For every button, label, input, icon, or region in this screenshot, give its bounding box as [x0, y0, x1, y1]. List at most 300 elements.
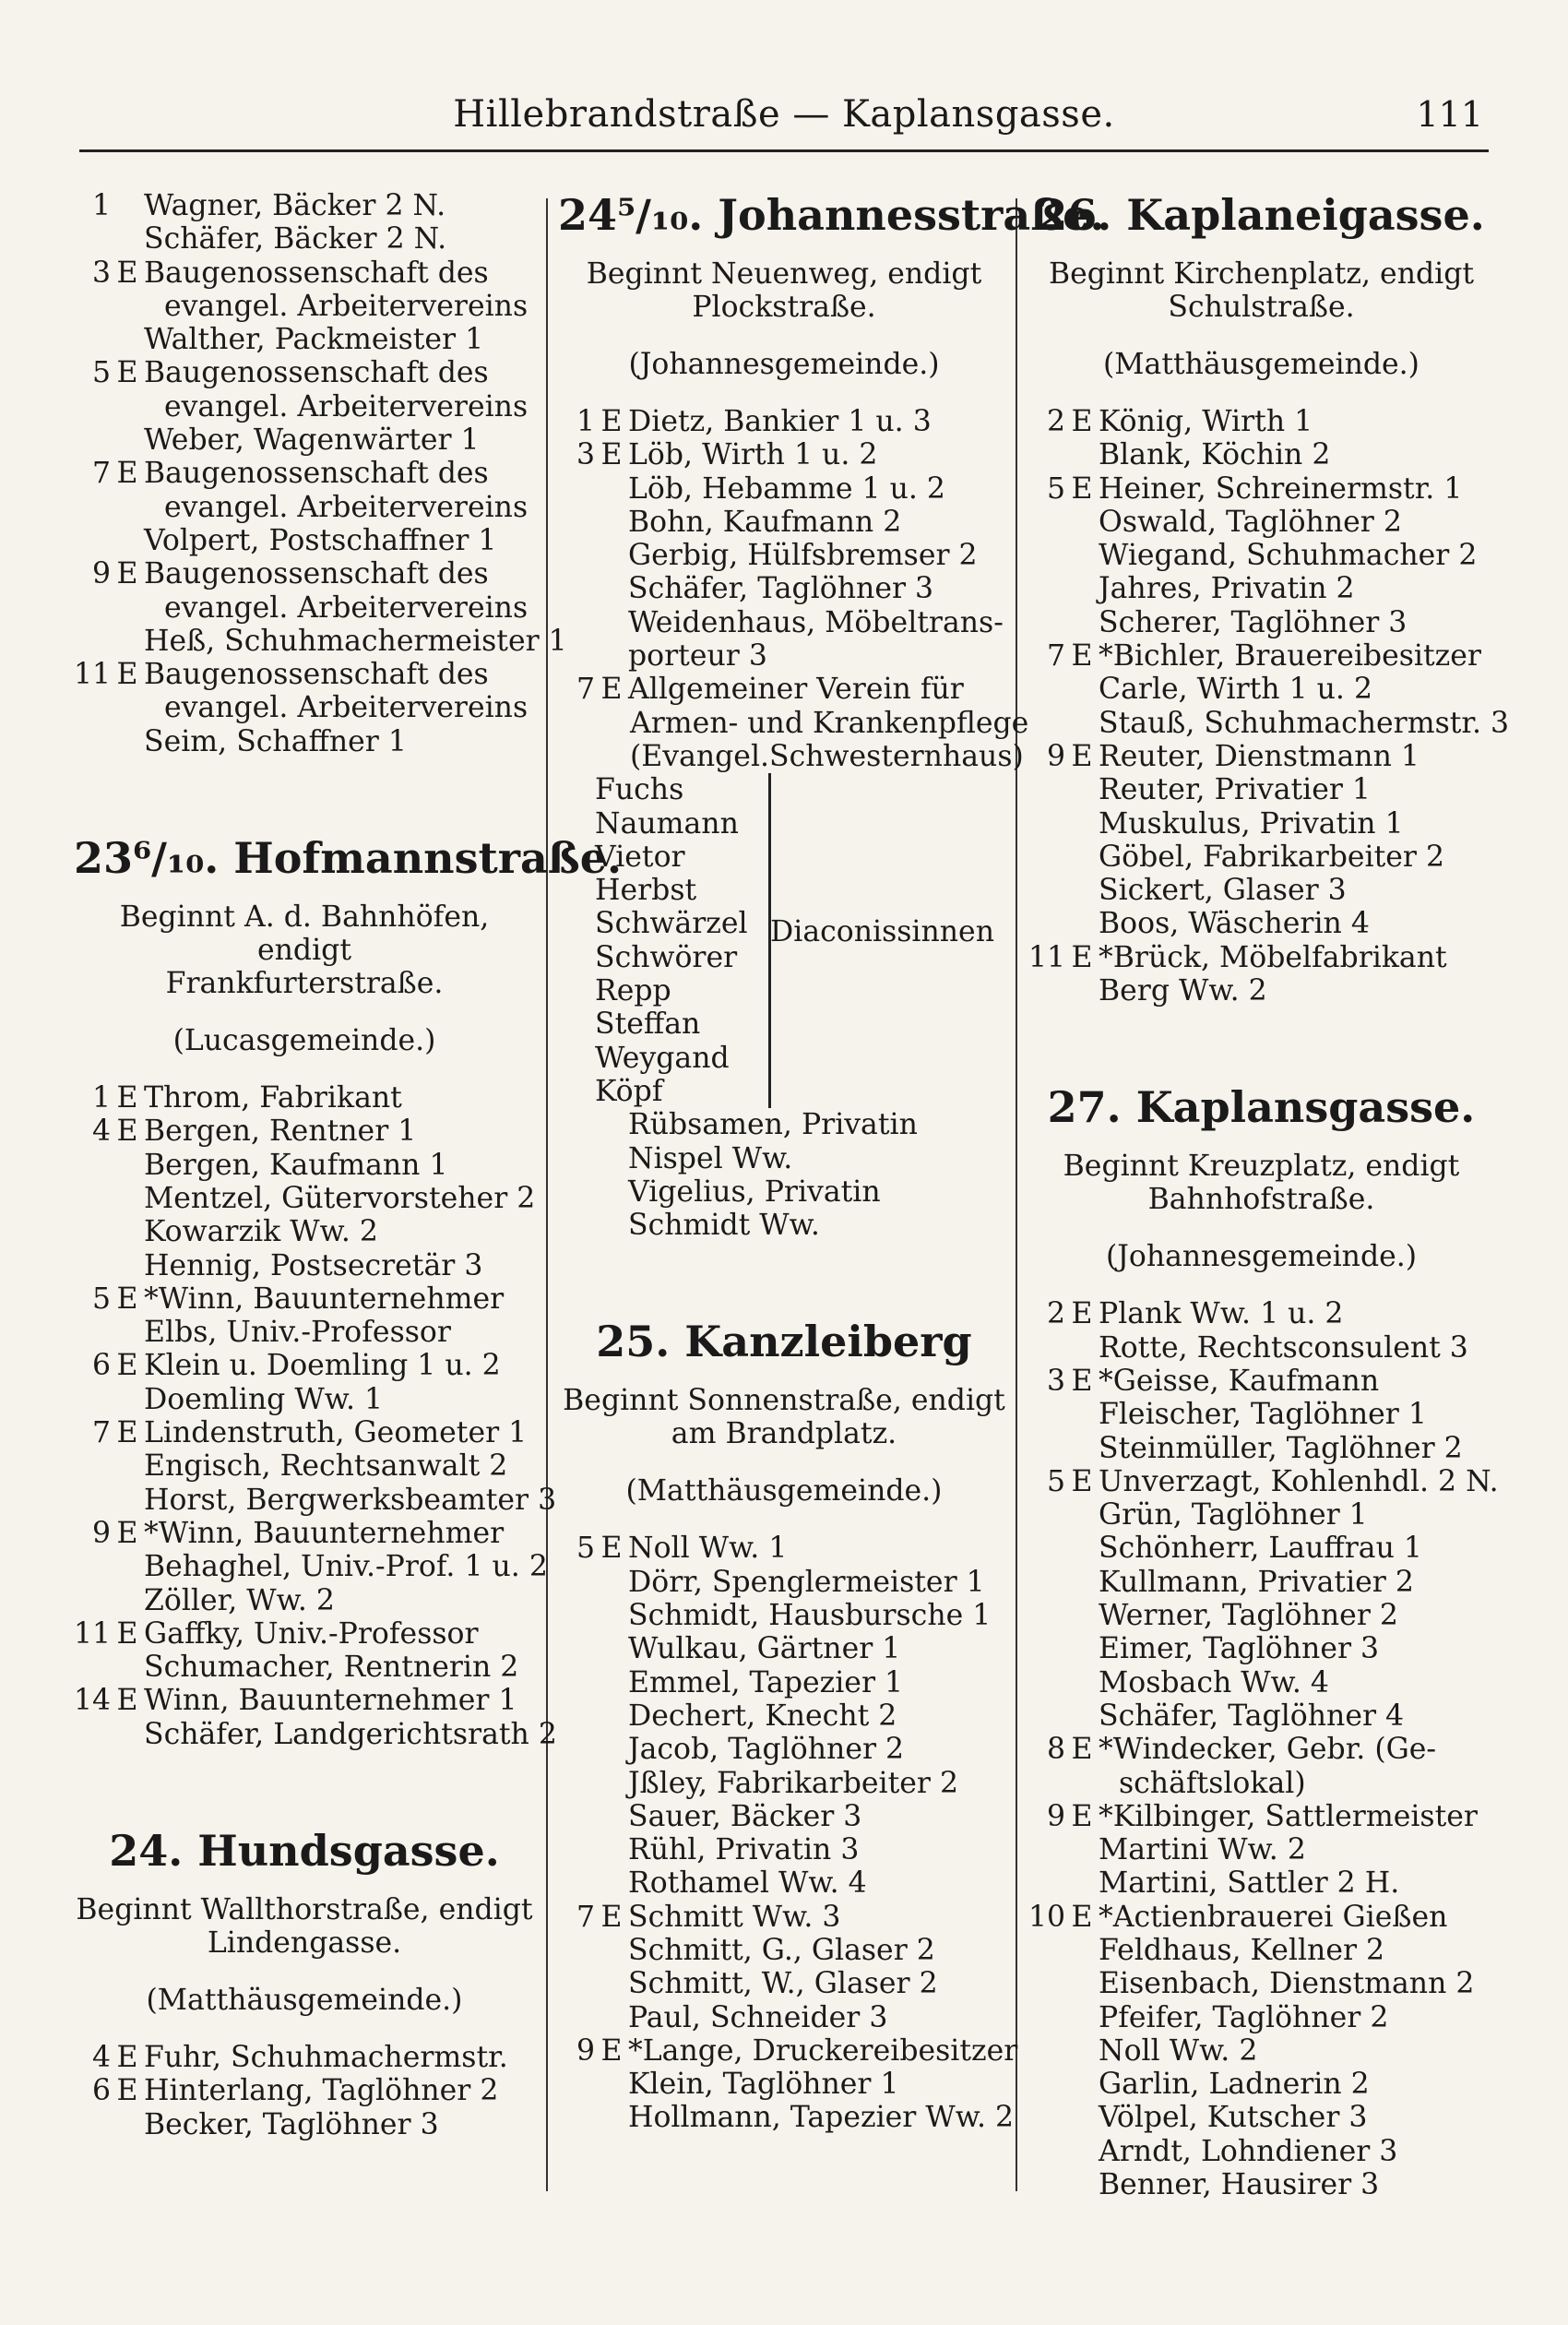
parish-label: (Matthäusgemeinde.) — [146, 1983, 463, 2017]
owner-mark: E — [116, 1349, 138, 1383]
resident-text: Dechert, Knecht 2 — [628, 1699, 897, 1733]
directory-entry — [1028, 2101, 1494, 2134]
directory-entry — [1028, 2068, 1494, 2101]
resident-text: Elbs, Univ.-Professor — [144, 1316, 451, 1350]
directory-entry — [558, 1175, 1010, 1209]
entry-list — [558, 1108, 1010, 1242]
resident-text: Gerbig, Hülfsbremser 2 — [628, 539, 978, 573]
resident-text: Walther, Packmeister 1 — [144, 323, 484, 357]
directory-entry — [558, 405, 1010, 438]
directory-entry — [74, 524, 535, 557]
house-number: 7 — [91, 457, 111, 491]
parish-label: (Johannesgemeinde.) — [1105, 1240, 1418, 1274]
directory-entry — [558, 673, 1010, 706]
entry-list — [558, 405, 1029, 773]
resident-text: Doemling Ww. 1 — [144, 1382, 384, 1416]
directory-entry — [558, 1599, 1010, 1632]
directory-entry — [74, 1149, 535, 1182]
resident-text: *Lange, Druckereibesitzer — [628, 2033, 1018, 2068]
resident-text: Eisenbach, Dienstmann 2 — [1099, 1967, 1475, 2001]
column-3 — [1028, 189, 1510, 2202]
resident-text: Wulkau, Gärtner 1 — [628, 1632, 901, 1666]
directory-entry — [1028, 1733, 1494, 1766]
resident-text: Hinterlang, Taglöhner 2 — [144, 2074, 499, 2108]
entry-list — [558, 1532, 1018, 2135]
directory-entry — [1028, 1532, 1494, 1565]
resident-text: Volpert, Postschaffner 1 — [144, 523, 497, 557]
owner-mark: E — [116, 457, 138, 491]
entry-list — [1028, 1297, 1499, 2202]
directory-entry — [558, 739, 1024, 773]
directory-entry — [74, 1215, 535, 1248]
resident-text: Lindenstruth, Geometer 1 — [144, 1416, 528, 1450]
resident-text: Rotte, Rechtsconsulent 3 — [1099, 1330, 1468, 1365]
resident-text: Allgemeiner Verein für — [628, 673, 964, 707]
owner-mark: E — [1071, 940, 1093, 974]
directory-entry — [74, 1383, 535, 1416]
owner-mark: E — [1071, 639, 1093, 674]
street-begin-line: Schulstraße. — [1168, 291, 1355, 324]
column-1 — [74, 189, 623, 2141]
resident-text: Noll Ww. 1 — [628, 1532, 788, 1566]
resident-text: Paul, Schneider 3 — [628, 2000, 888, 2034]
resident-text: Schönherr, Lauffrau 1 — [1099, 1532, 1422, 1566]
directory-entry — [558, 1142, 1010, 1175]
directory-entry — [1028, 606, 1494, 639]
directory-entry — [1028, 1666, 1494, 1699]
owner-mark: E — [1071, 405, 1093, 438]
directory-entry — [1028, 1331, 1494, 1365]
owner-mark: E — [600, 2033, 623, 2068]
resident-text: Schumacher, Rentnerin 2 — [144, 1651, 519, 1685]
resident-text: Bohn, Kaufmann 2 — [628, 505, 902, 539]
deaconess-name: Weygand — [595, 1041, 730, 1075]
directory-entry — [1028, 1498, 1494, 1532]
directory-entry — [1028, 1365, 1494, 1398]
street-begin-line: Bahnhofstraße. — [1147, 1183, 1375, 1217]
resident-text: Dörr, Spenglermeister 1 — [628, 1565, 985, 1599]
resident-text: Bergen, Rentner 1 — [144, 1115, 417, 1149]
owner-mark: E — [600, 1900, 623, 1934]
resident-text: Fleischer, Taglöhner 1 — [1099, 1398, 1427, 1432]
resident-text: Wagner, Bäcker 2 N. — [144, 189, 446, 222]
resident-text: *Windecker, Gebr. (Ge- — [1099, 1733, 1437, 1767]
directory-entry — [1028, 1699, 1494, 1733]
section-title: 24⁵/₁₀. Johannesstraße. — [558, 190, 1105, 240]
resident-text: Oswald, Taglöhner 2 — [1099, 505, 1402, 539]
resident-text: *Winn, Bauunternehmer — [144, 1282, 505, 1316]
directory-entry — [1028, 472, 1494, 506]
resident-text: Mosbach Ww. 4 — [1099, 1665, 1329, 1699]
directory-entry — [558, 1532, 1010, 1565]
owner-mark: E — [1071, 1900, 1093, 1934]
directory-entry — [74, 1316, 535, 1349]
owner-mark: E — [1071, 1733, 1093, 1767]
resident-text: Sickert, Glaser 3 — [1099, 874, 1347, 908]
directory-entry — [74, 256, 535, 290]
resident-text: porteur 3 — [628, 639, 767, 674]
directory-entry — [74, 390, 535, 423]
directory-entry — [74, 1115, 535, 1148]
directory-entry — [1028, 1767, 1494, 1800]
house-number: 9 — [1046, 739, 1065, 773]
directory-entry — [1028, 1297, 1494, 1330]
house-number: 5 — [1046, 471, 1065, 506]
house-number: 5 — [91, 356, 111, 390]
resident-text: Löb, Wirth 1 u. 2 — [628, 438, 878, 472]
resident-text: Heß, Schuhmachermeister 1 — [144, 624, 567, 658]
directory-entry — [74, 624, 567, 658]
house-number: 9 — [1046, 1799, 1065, 1833]
resident-text: Klein u. Doemling 1 u. 2 — [144, 1349, 501, 1383]
house-number: 3 — [1046, 1364, 1065, 1398]
owner-mark: E — [116, 658, 138, 692]
resident-text: evangel. Arbeitervereins — [164, 490, 529, 524]
directory-entry — [74, 290, 535, 323]
street-begin-line: Plockstraße. — [692, 291, 876, 324]
resident-text: Berg Ww. 2 — [1099, 974, 1267, 1008]
resident-text: Unverzagt, Kohlenhdl. 2 N. — [1099, 1464, 1499, 1498]
resident-text: schäftslokal) — [1119, 1766, 1306, 1800]
resident-text: Scherer, Taglöhner 3 — [1099, 605, 1408, 639]
deaconess-name: Fuchs — [595, 773, 684, 807]
street-begin-line: Lindengasse. — [207, 1926, 402, 1960]
column-divider — [546, 198, 548, 2191]
directory-entry — [558, 2068, 1010, 2101]
directory-entry — [1028, 2168, 1494, 2201]
resident-text: Heiner, Schreinermstr. 1 — [1099, 471, 1463, 506]
owner-mark: E — [116, 557, 138, 591]
owner-mark: E — [116, 1081, 138, 1115]
house-number: 9 — [91, 1516, 111, 1550]
resident-text: Löb, Hebamme 1 u. 2 — [628, 471, 945, 506]
resident-text: Grün, Taglöhner 1 — [1099, 1498, 1368, 1532]
house-number: 3 — [576, 438, 595, 472]
directory-entry — [1028, 2135, 1494, 2168]
directory-entry — [558, 472, 1010, 506]
house-number: 7 — [576, 673, 595, 707]
resident-text: Garlin, Ladnerin 2 — [1099, 2068, 1370, 2102]
directory-entry — [1028, 506, 1494, 539]
resident-text: Rübsamen, Privatin — [628, 1108, 918, 1142]
resident-text: Stauß, Schuhmachermstr. 3 — [1099, 706, 1510, 740]
house-number: 3 — [91, 256, 111, 290]
resident-text: Seim, Schaffner 1 — [144, 724, 407, 758]
resident-text: Klein, Taglöhner 1 — [628, 2068, 899, 2102]
directory-entry — [74, 1449, 535, 1483]
entry-list — [74, 1081, 557, 1751]
owner-mark: E — [1071, 471, 1093, 506]
resident-text: Gaffky, Univ.-Professor — [144, 1616, 479, 1651]
resident-text: evangel. Arbeitervereins — [164, 691, 529, 725]
house-number: 7 — [576, 1900, 595, 1934]
house-number: 11 — [74, 658, 112, 692]
street-begin-line: Beginnt Sonnenstraße, endigt — [563, 1384, 1005, 1418]
resident-text: Jahres, Privatin 2 — [1099, 572, 1355, 606]
directory-entry — [74, 1651, 535, 1684]
owner-mark: E — [600, 673, 623, 707]
directory-entry — [74, 2108, 535, 2141]
directory-entry — [558, 639, 1010, 673]
page-number: 111 — [1416, 94, 1483, 135]
resident-text: Schmitt, G., Glaser 2 — [628, 1933, 935, 1967]
owner-mark: E — [600, 405, 623, 438]
deaconess-name: Vietor — [595, 840, 685, 874]
house-number: 6 — [91, 1349, 111, 1383]
directory-entry — [74, 658, 535, 691]
resident-text: *Geisse, Kaufmann — [1099, 1364, 1380, 1398]
directory-entry — [1028, 1967, 1494, 2000]
owner-mark: E — [116, 356, 138, 390]
directory-entry — [1028, 1566, 1494, 1599]
directory-entry — [74, 1717, 557, 1751]
resident-text: Pfeifer, Taglöhner 2 — [1099, 2000, 1389, 2034]
directory-entry — [1028, 639, 1494, 673]
resident-text: Kowarzik Ww. 2 — [144, 1215, 378, 1249]
directory-entry — [558, 706, 1029, 740]
owner-mark: E — [1071, 1799, 1093, 1833]
street-begin-line: Frankfurterstraße. — [165, 967, 444, 1001]
resident-text: Arndt, Lohndiener 3 — [1099, 2134, 1398, 2168]
resident-text: Noll Ww. 2 — [1099, 2033, 1258, 2068]
resident-text: Vigelius, Privatin — [628, 1174, 881, 1209]
deaconess-name: Schwärzel — [595, 907, 748, 941]
directory-entry — [1028, 673, 1494, 706]
resident-text: Zöller, Ww. 2 — [144, 1583, 335, 1617]
house-number: 4 — [91, 1115, 111, 1149]
directory-entry — [558, 1800, 1010, 1833]
directory-entry — [1028, 706, 1510, 740]
house-number: 11 — [1028, 940, 1066, 974]
owner-mark: E — [600, 438, 623, 472]
directory-entry — [1028, 1866, 1494, 1900]
directory-entry — [1028, 1934, 1494, 1967]
resident-text: Dietz, Bankier 1 u. 3 — [628, 405, 932, 438]
owner-mark: E — [116, 1115, 138, 1149]
directory-entry — [558, 506, 1010, 539]
directory-entry — [1028, 1599, 1494, 1632]
directory-entry — [1028, 907, 1494, 940]
deaconess-names — [595, 773, 771, 1108]
directory-entry — [74, 189, 535, 222]
resident-text: Schmidt Ww. — [628, 1209, 820, 1243]
directory-entry — [74, 591, 535, 625]
resident-text: (Evangel.Schwesternhaus) — [630, 739, 1024, 773]
resident-text: evangel. Arbeitervereins — [164, 590, 529, 625]
resident-text: Mentzel, Gütervorsteher 2 — [144, 1181, 536, 1215]
directory-entry — [558, 2101, 1015, 2135]
directory-entry — [1028, 773, 1494, 806]
directory-entry — [1028, 1398, 1494, 1431]
resident-text: Schäfer, Taglöhner 3 — [628, 572, 934, 606]
house-number: 2 — [1046, 1297, 1065, 1331]
directory-entry — [1028, 941, 1494, 974]
directory-entry — [558, 1209, 1010, 1242]
resident-text: Werner, Taglöhner 2 — [1099, 1599, 1398, 1633]
house-number: 5 — [91, 1282, 111, 1316]
street-begin-line: Beginnt Kreuzplatz, endigt — [1063, 1150, 1460, 1184]
house-number: 11 — [74, 1616, 112, 1651]
directory-entry — [1028, 874, 1494, 907]
directory-entry — [74, 1550, 548, 1584]
directory-entry — [558, 438, 1010, 471]
owner-mark: E — [116, 256, 138, 290]
resident-text: Martini, Sattler 2 H. — [1099, 1866, 1400, 1901]
directory-entry — [558, 1666, 1010, 1699]
directory-entry — [74, 1349, 535, 1382]
resident-text: Winn, Bauunternehmer 1 — [144, 1684, 517, 1718]
resident-text: Wiegand, Schuhmacher 2 — [1099, 539, 1478, 573]
resident-text: Engisch, Rechtsanwalt 2 — [144, 1449, 508, 1484]
deaconess-name: Steffan — [595, 1008, 701, 1042]
resident-text: Rothamel Ww. 4 — [628, 1866, 867, 1901]
resident-text: Boos, Wäscherin 4 — [1099, 907, 1370, 941]
directory-entry — [558, 606, 1010, 639]
parish-label: (Lucasgemeinde.) — [172, 1024, 436, 1058]
directory-entry — [1028, 572, 1494, 605]
resident-text: Baugenossenschaft des — [144, 457, 489, 491]
owner-mark: E — [116, 1616, 138, 1651]
parish-label: (Matthäusgemeinde.) — [625, 1474, 943, 1508]
resident-text: Völpel, Kutscher 3 — [1099, 2101, 1368, 2135]
owner-mark: E — [1071, 1297, 1093, 1331]
resident-text: Eimer, Taglöhner 3 — [1099, 1632, 1380, 1666]
directory-entry — [1028, 539, 1494, 572]
directory-entry — [558, 1934, 1010, 1967]
deaconess-name: Köpf — [595, 1074, 663, 1108]
section-title: 27. Kaplansgasse. — [1047, 1082, 1476, 1133]
resident-text: Martini Ww. 2 — [1099, 1833, 1306, 1867]
directory-entry — [74, 1416, 535, 1449]
directory-entry — [74, 491, 535, 524]
resident-text: Nispel Ww. — [628, 1141, 793, 1175]
owner-mark: E — [116, 2074, 138, 2108]
resident-text: Kullmann, Privatier 2 — [1099, 1565, 1414, 1599]
resident-text: Weber, Wagenwärter 1 — [144, 423, 480, 458]
resident-text: Becker, Taglöhner 3 — [144, 2107, 439, 2141]
deaconess-name: Naumann — [595, 806, 739, 841]
house-number: 1 — [576, 405, 595, 438]
owner-mark: E — [1071, 1464, 1093, 1498]
directory-entry — [74, 423, 535, 457]
owner-mark: E — [116, 1684, 138, 1718]
resident-text: evangel. Arbeitervereins — [164, 389, 529, 423]
resident-text: Schäfer, Taglöhner 4 — [1099, 1699, 1405, 1733]
street-begin-line: am Brandplatz. — [671, 1417, 897, 1451]
resident-text: Schäfer, Bäcker 2 N. — [144, 222, 447, 256]
directory-entry — [558, 1632, 1010, 1665]
directory-entry — [74, 1584, 535, 1617]
directory-entry — [1028, 1833, 1494, 1866]
directory-entry — [1028, 2034, 1494, 2068]
entry-list — [74, 2041, 535, 2141]
resident-text: Baugenossenschaft des — [144, 256, 489, 290]
directory-entry — [558, 1733, 1010, 1766]
house-number: 6 — [91, 2074, 111, 2108]
brace-label: Diaconissinnen — [770, 915, 994, 949]
resident-text: Plank Ww. 1 u. 2 — [1099, 1297, 1344, 1331]
house-number: 2 — [1046, 405, 1065, 438]
directory-entry — [1028, 1901, 1494, 1934]
directory-entry — [1028, 974, 1494, 1008]
running-title: Hillebrandstraße — Kaplansgasse. — [453, 93, 1115, 136]
directory-entry — [558, 2033, 1018, 2068]
house-number: 1 — [91, 189, 111, 222]
directory-entry — [1028, 1464, 1499, 1498]
directory-entry — [74, 2074, 535, 2107]
parish-label: (Matthäusgemeinde.) — [1103, 348, 1420, 381]
entry-list — [1028, 405, 1510, 1008]
house-number: 10 — [1028, 1900, 1066, 1934]
column-divider — [1016, 198, 1017, 2191]
directory-entry — [558, 1566, 1010, 1599]
section-title: 26. Kaplaneigasse. — [1038, 190, 1485, 240]
resident-text: Armen- und Krankenpflege — [630, 706, 1029, 740]
resident-text: Jacob, Taglöhner 2 — [628, 1733, 905, 1767]
house-number: 9 — [576, 2033, 595, 2068]
directory-entry — [558, 1108, 1010, 1141]
owner-mark: E — [116, 1282, 138, 1316]
page-header — [79, 89, 1489, 148]
resident-text: *Actienbrauerei Gießen — [1099, 1900, 1448, 1934]
directory-entry — [74, 557, 535, 590]
resident-text: Baugenossenschaft des — [144, 658, 489, 692]
owner-mark: E — [116, 2040, 138, 2074]
directory-entry — [1028, 2001, 1494, 2034]
resident-text: Baugenossenschaft des — [144, 356, 489, 390]
parish-label: (Johannesgemeinde.) — [628, 348, 940, 381]
directory-entry — [1028, 1800, 1494, 1833]
resident-text: Hollmann, Tapezier Ww. 2 — [628, 2101, 1015, 2135]
owner-mark: E — [116, 1416, 138, 1450]
resident-text: Rühl, Privatin 3 — [628, 1833, 860, 1867]
resident-text: König, Wirth 1 — [1099, 405, 1313, 438]
deaconess-group — [558, 773, 1010, 1108]
resident-text: *Kilbinger, Sattlermeister — [1099, 1799, 1478, 1833]
resident-text: Blank, Köchin 2 — [1099, 438, 1331, 472]
street-begin-line: Beginnt Kirchenplatz, endigt — [1048, 257, 1475, 291]
deaconess-name: Repp — [595, 974, 671, 1008]
section-title: 25. Kanzleiberg — [596, 1317, 972, 1367]
directory-entry — [74, 356, 535, 389]
header-rule — [79, 149, 1489, 152]
resident-text: Throm, Fabrikant — [144, 1081, 402, 1115]
house-number: 7 — [91, 1416, 111, 1450]
resident-text: Muskulus, Privatin 1 — [1099, 806, 1404, 841]
resident-text: Schmidt, Hausbursche 1 — [628, 1599, 992, 1633]
directory-entry — [74, 1483, 557, 1517]
street-begin-line: Beginnt A. d. Bahnhöfen, endigt — [119, 900, 490, 968]
directory-entry — [74, 725, 535, 758]
owner-mark: E — [1071, 1364, 1093, 1398]
house-number: 7 — [1046, 639, 1065, 674]
resident-text: Göbel, Fabrikarbeiter 2 — [1099, 840, 1445, 874]
resident-text: Schäfer, Landgerichtsrath 2 — [144, 1717, 557, 1751]
directory-entry — [558, 539, 1010, 572]
directory-entry — [558, 1967, 1010, 2000]
resident-text: Horst, Bergwerksbeamter 3 — [144, 1483, 557, 1517]
directory-entry — [74, 1249, 535, 1282]
resident-text: Behaghel, Univ.-Prof. 1 u. 2 — [144, 1550, 548, 1584]
resident-text: Steinmüller, Taglöhner 2 — [1099, 1431, 1463, 1465]
resident-text: Emmel, Tapezier 1 — [628, 1665, 904, 1699]
directory-entry — [74, 691, 535, 724]
house-number: 4 — [91, 2040, 111, 2074]
resident-text: *Winn, Bauunternehmer — [144, 1516, 505, 1550]
resident-text: Weidenhaus, Möbeltrans- — [628, 605, 1004, 639]
directory-entry — [74, 2041, 535, 2074]
resident-text: Hennig, Postsecretär 3 — [144, 1248, 483, 1282]
